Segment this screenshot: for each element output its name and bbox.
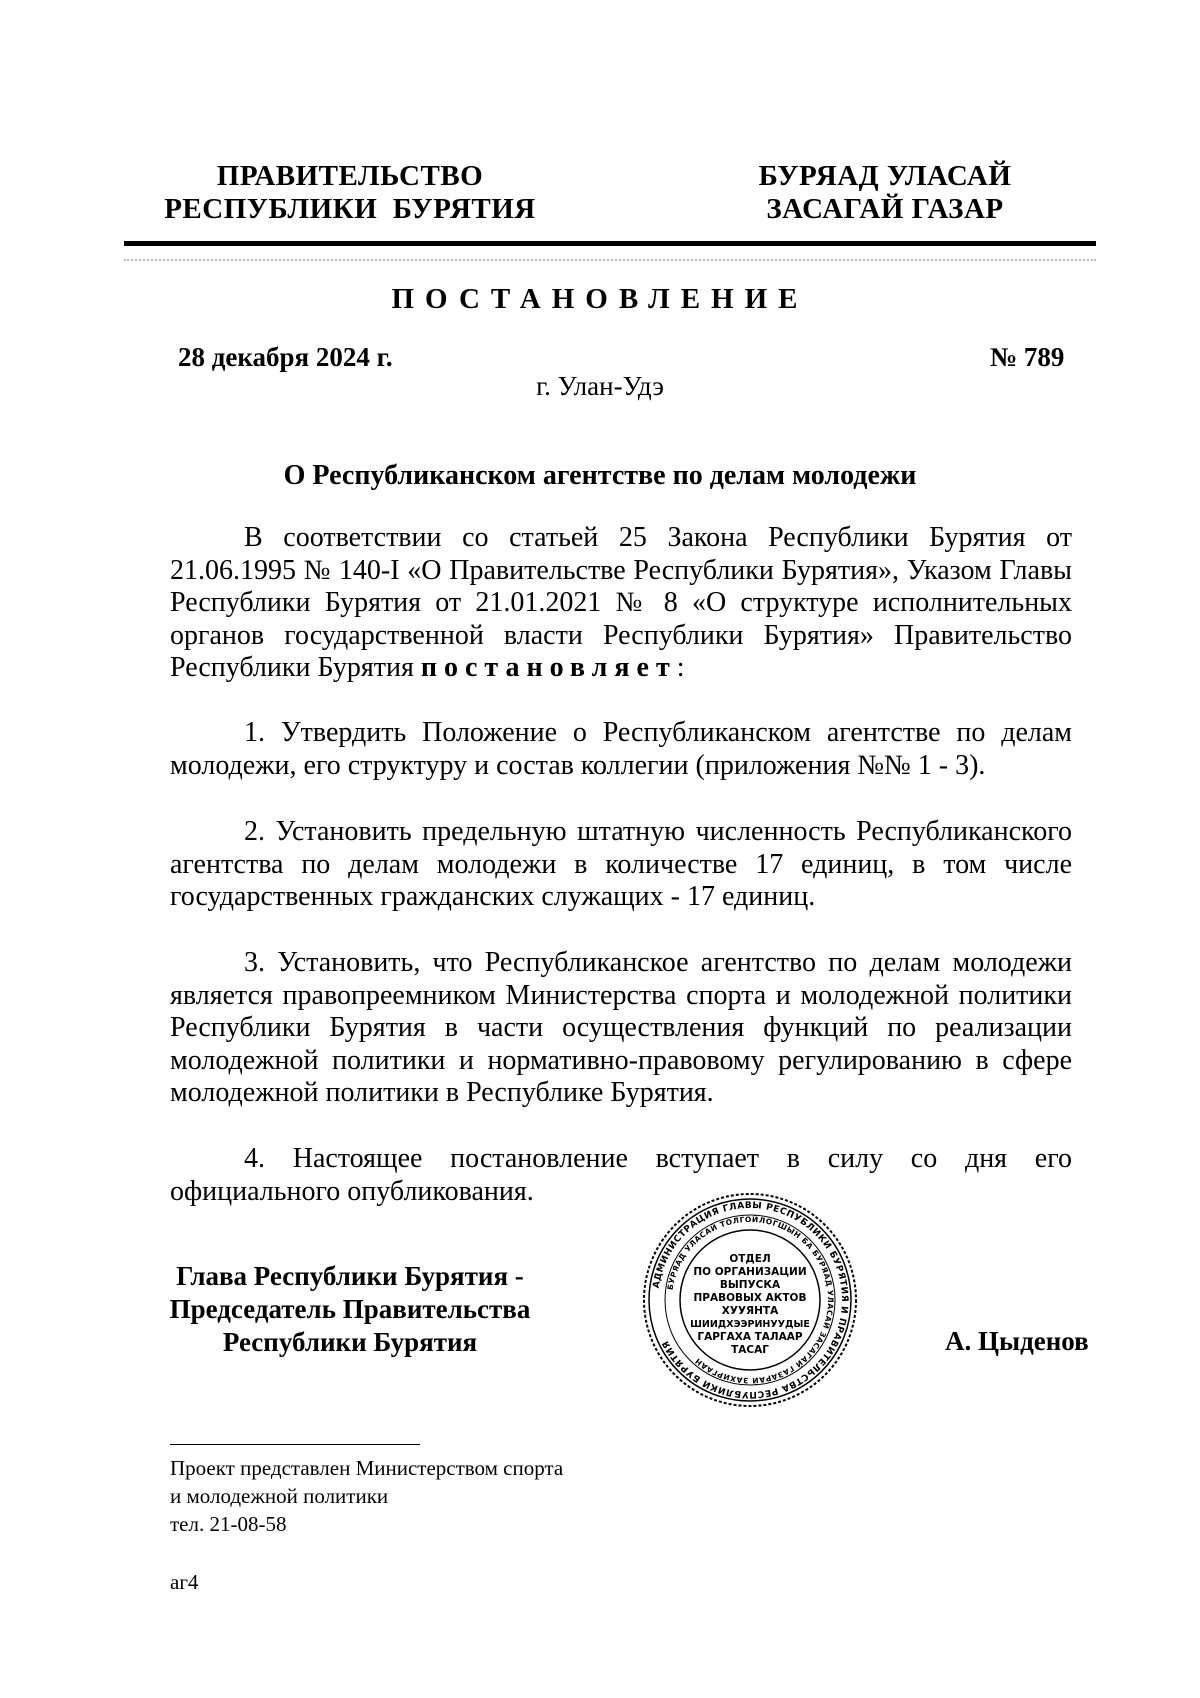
- preamble-verb: постановляет: [420, 652, 677, 683]
- document-code: аг4: [170, 1570, 199, 1594]
- seal-center-line-1: ОТДЕЛ: [729, 1253, 771, 1265]
- preamble-paragraph: [170, 522, 1072, 685]
- seal-center-line-3: ВЫПУСКА: [719, 1279, 781, 1291]
- signatory-position-line2: Председатель Правительства: [169, 1294, 531, 1324]
- seal-inner-ring-text: БУРЯАД УЛАСАЙ ТОЛГОЙЛОГШЫН БА БУРЯАД УЛАСАЙ ЗАСАГАЙ ГАЗАРАЙ ЗАХИРГААН: [665, 1214, 836, 1386]
- seal-center-line-4: ПРАВОВЫХ АКТОВ: [693, 1292, 807, 1304]
- seal-center-line-2: ПО ОРГАНИЗАЦИИ: [693, 1266, 807, 1278]
- item-2: 2. Установить предельную штатную численность Республиканского агентства по делам молодежи в количестве 17 единиц, в том числе государственных гражданских служащих - 17 единиц.: [170, 816, 1072, 912]
- seal-ring-text: АДМИНИСТРАЦИЯ ГЛАВЫ РЕСПУБЛИКИ БУРЯТИЯ И ПРАВИТЕЛЬСТВА РЕСПУБЛИКИ БУРЯТИЯ: [651, 1200, 850, 1400]
- signatory-position-line3: Республики Бурятия: [222, 1327, 478, 1357]
- header-left-line2: РЕСПУБЛИКИ БУРЯТИЯ: [164, 193, 536, 225]
- doc-title: О Республиканском агентстве по делам молодежи: [283, 460, 917, 491]
- footnote-line3: тел. 21-08-58: [170, 1512, 287, 1536]
- seal-center-line-7: ГАРГАХА ТАЛААР: [697, 1331, 803, 1343]
- seal-center-line-8: ТАСАГ: [731, 1344, 769, 1356]
- footnote: [170, 1454, 770, 1538]
- item-3: 3. Установить, что Республиканское агентство по делам молодежи является правопреемником Министерства спорта и молодежной политики Республики Бурятия в части осуществления функций по реализации молодежной политики и нормативно-правовому регулированию в сфере молодежной политики в Республике Бурятия.: [170, 947, 1072, 1108]
- doc-city: г. Улан-Удэ: [536, 371, 664, 401]
- signatory-position-line1: Глава Республики Бурятия -: [176, 1261, 524, 1291]
- seal-center-line-5: ХУУЯНТА: [721, 1305, 779, 1317]
- header-left-line1: ПРАВИТЕЛЬСТВО: [216, 160, 484, 192]
- header-right-line2: ЗАСАГАЙ ГАЗАР: [766, 193, 1004, 225]
- signatory-position: [150, 1260, 550, 1359]
- doc-date: 28 декабря 2024 г.: [178, 342, 393, 372]
- header-right: [720, 160, 1050, 226]
- doc-number: № 789: [990, 342, 1065, 372]
- preamble-text: В соответствии со статьей 25 Закона Республики Бурятия от 21.06.1995 № 140-I «О Правительстве Республики Бурятия», Указом Главы Республики Бурятия от 21.01.2021 № 8 «О структуре исполнительных органов государственной власти Республики Бурятия» Правительство Республики Бурятия: [170, 522, 1072, 683]
- header-left: [150, 160, 550, 226]
- preamble-end: :: [676, 652, 685, 683]
- footnote-line2: и молодежной политики: [170, 1484, 389, 1508]
- signatory-name: А. Цыденов: [945, 1326, 1089, 1356]
- header-rule-dotted: [124, 259, 1096, 261]
- header-right-line1: БУРЯАД УЛАСАЙ: [758, 160, 1012, 192]
- item-1: 1. Утвердить Положение о Республиканском агентстве по делам молодежи, его структуру и состав коллегии (приложения №№ 1 - 3).: [170, 717, 1072, 781]
- footnote-line1: Проект представлен Министерством спорта: [170, 1456, 564, 1480]
- seal-graphic: [640, 1190, 860, 1410]
- seal-center-line-6: ШИИДХЭЭРИНУУДЫЕ: [690, 1319, 810, 1330]
- official-seal: [640, 1190, 860, 1410]
- item-4: 4. Настоящее постановление вступает в силу со дня его официального опубликования.: [170, 1143, 1072, 1207]
- footnote-rule: [170, 1444, 420, 1445]
- header-rule-thick: [124, 241, 1096, 246]
- doc-type: ПОСТАНОВЛЕНИЕ: [391, 283, 809, 315]
